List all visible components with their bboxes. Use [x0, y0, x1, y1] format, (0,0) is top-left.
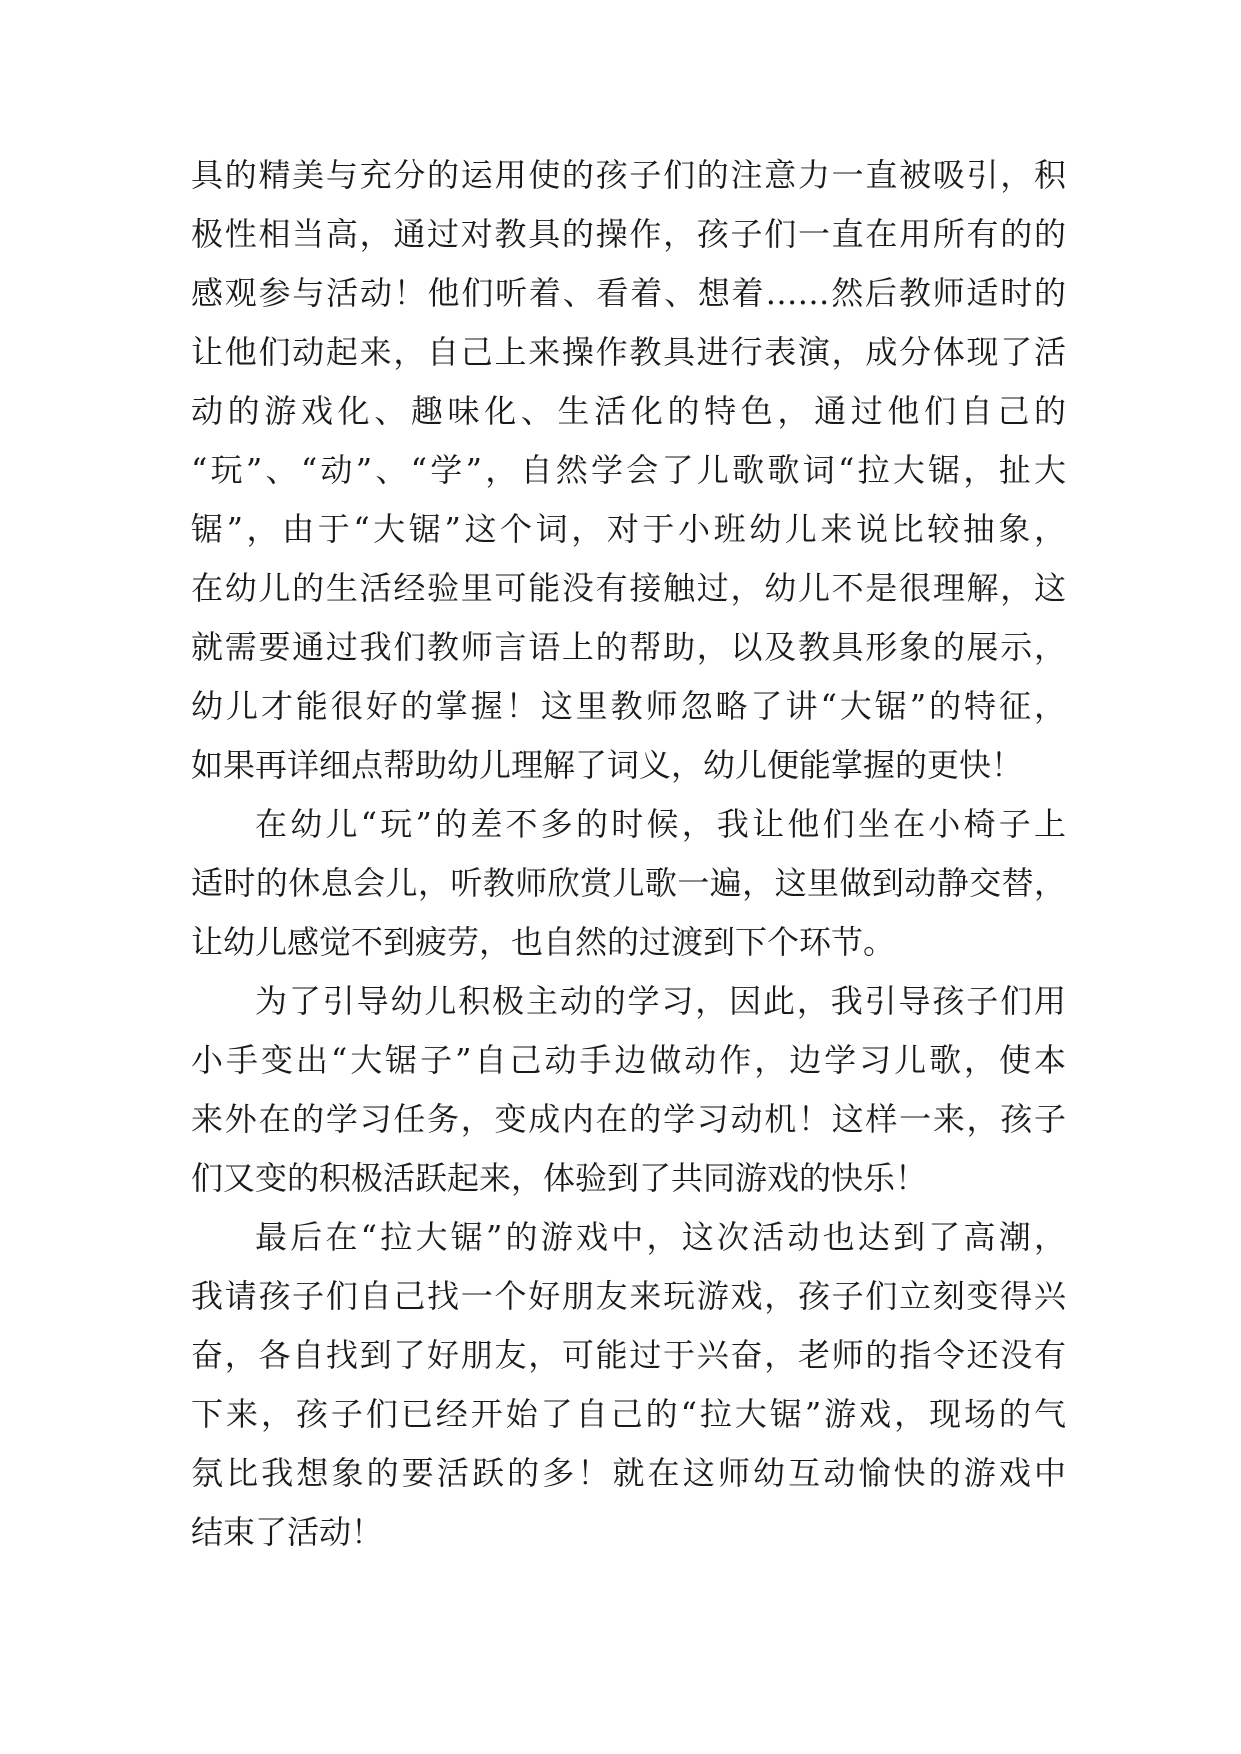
text-line: 为了引导幼儿积极主动的学习，因此，我引导孩子们用 [255, 982, 1066, 1020]
text-line: 下来，孩子们已经开始了自己的“拉大锯”游戏，现场的气 [191, 1395, 1066, 1433]
text-line: 适时的休息会儿，听教师欣赏儿歌一遍，这里做到动静交替， [191, 864, 1066, 902]
body-text [191, 146, 1066, 1562]
text-line: 幼儿才能很好的掌握！这里教师忽略了讲“大锯”的特征， [191, 687, 1066, 725]
text-line: 来外在的学习任务，变成内在的学习动机！这样一来，孩子 [191, 1100, 1066, 1138]
text-line: 奋，各自找到了好朋友，可能过于兴奋，老师的指令还没有 [191, 1336, 1066, 1374]
text-line: 我请孩子们自己找一个好朋友来玩游戏，孩子们立刻变得兴 [191, 1277, 1066, 1315]
text-line: 让幼儿感觉不到疲劳，也自然的过渡到下个环节。 [191, 923, 896, 961]
text-line: 锯”，由于“大锯”这个词，对于小班幼儿来说比较抽象， [191, 510, 1066, 548]
text-line: 在幼儿的生活经验里可能没有接触过，幼儿不是很理解，这 [191, 569, 1066, 607]
text-line: 氛比我想象的要活跃的多！就在这师幼互动愉快的游戏中 [191, 1454, 1066, 1492]
text-line: 极性相当高，通过对教具的操作，孩子们一直在用所有的的 [191, 215, 1066, 253]
text-line: 小手变出“大锯子”自己动手边做动作，边学习儿歌，使本 [191, 1041, 1066, 1079]
text-line: 结束了活动！ [191, 1513, 384, 1551]
text-line: 在幼儿“玩”的差不多的时候，我让他们坐在小椅子上 [255, 805, 1066, 843]
text-line: 最后在“拉大锯”的游戏中，这次活动也达到了高潮， [255, 1218, 1066, 1256]
text-line: 具的精美与充分的运用使的孩子们的注意力一直被吸引，积 [191, 156, 1066, 194]
text-line: 就需要通过我们教师言语上的帮助，以及教具形象的展示， [191, 628, 1066, 666]
text-line: 们又变的积极活跃起来，体验到了共同游戏的快乐！ [191, 1159, 928, 1197]
text-line: 感观参与活动！他们听着、看着、想着……然后教师适时的 [191, 274, 1066, 312]
text-line: 如果再详细点帮助幼儿理解了词义，幼儿便能掌握的更快！ [191, 746, 1024, 784]
text-line: “玩”、“动”、“学”，自然学会了儿歌歌词“拉大锯，扯大 [191, 451, 1066, 489]
text-line: 动的游戏化、趣味化、生活化的特色，通过他们自己的 [191, 392, 1066, 430]
text-line: 让他们动起来，自己上来操作教具进行表演，成分体现了活 [191, 333, 1066, 371]
